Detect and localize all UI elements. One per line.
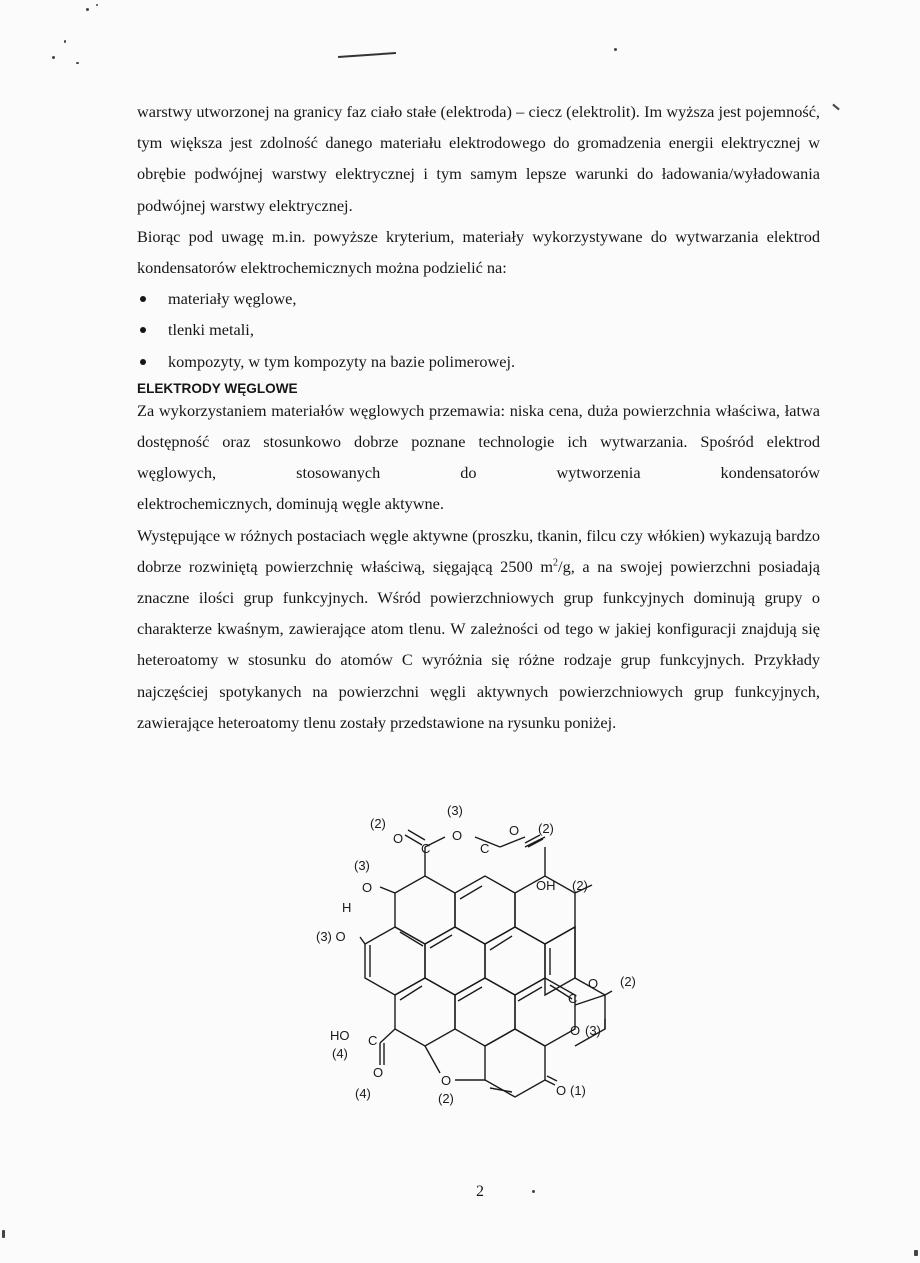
section-heading: ELEKTRODY WĘGLOWE [137,380,298,396]
ether-bonds [425,1046,485,1080]
scan-speck [96,4,98,6]
label-left-3-o: (3) O [316,929,346,944]
ring [485,1029,545,1097]
atom-o: O [509,823,520,838]
label-right-2: (2) [620,974,636,989]
double-bond [458,987,482,1001]
paragraph-capacity: warstwy utworzonej na granicy faz ciało stałe (elektroda) – ciecz (elektrolit). Im wyższa jest pojemność, tym większa jest zdolność danego materiału elektrodowego do gromadzenia energii elektrycznej w obrębie podwójnej warstwy elektrycznej i tym samym lepsze warunki do ładowania/wyładowania podwójnej warstwy elektrycznej. [137,102,820,215]
atom-oh: OH [536,878,556,893]
label-left-3: (3) [354,858,370,873]
atom-o: O [570,1023,581,1038]
atom-h: H [342,900,352,915]
list-item: kompozyty, w tym kompozyty na bazie polimerowej. [137,346,820,377]
paragraph-carbon-advantages: Za wykorzystaniem materiałów węglowych przemawia: niska cena, duża powierzchnia właściwa, łatwa dostępność oraz stosunkowo dobrze poznane technologie ich wytwarzania. Spośród elektrod węglowych, stosowanych do wytworzenia kondensatorów [137,400,820,483]
ring [425,927,485,995]
superscript-2: 2 [553,557,559,569]
atom-c: C [568,991,578,1006]
scan-speck [914,1250,918,1256]
atom-c: C [368,1033,378,1048]
page-number: 2 [476,1183,484,1200]
ring [455,876,515,944]
paragraph-activated-carbon [137,520,820,738]
group-labels [316,803,636,1106]
atom-o: O [393,831,404,846]
label-top-right-2: (2) [538,821,554,836]
label-bottom-2: (2) [438,1091,454,1106]
atom-o: O [452,828,463,843]
double-bond [490,936,512,950]
ring [395,978,455,1046]
scan-speck [64,40,66,43]
hexagon-lattice [360,830,612,1097]
atom-c: C [480,841,490,856]
paragraph-criterion: Biorąc pod uwagę m.in. powyższe kryterium, materiały wykorzystywane do wytwarzania elektrod kondensatorów elektrochemicznych można podzielić na: [137,226,820,278]
atom-o: O [373,1065,384,1080]
atom-o: O [362,880,373,895]
atom-c: C [421,841,431,856]
ring [365,927,425,995]
paragraph-carbon-advantages-end: elektrochemicznych, dominują węgle aktywne. [137,494,444,514]
label-bottom-4: (4) [355,1086,371,1101]
carboxyl-bonds [380,1029,395,1065]
label-top-left-2: (2) [370,816,386,831]
scan-speck [2,1230,5,1238]
lactol-bond [380,887,395,893]
label-left-4: (4) [332,1046,348,1061]
scan-speck [76,62,79,64]
graphene-structure-diagram [300,795,660,1115]
double-bond [400,932,423,946]
atom-o: O [588,976,599,991]
atom-o: O [441,1073,452,1088]
functional-groups-figure [300,795,660,1115]
materials-list [137,283,820,377]
activated-carbon-text-end: /g, a na swojej powierzchni posiadają znaczne ilości grup funkcyjnych. Wśród powierzchniowych grup funkcyjnych dominują grupy o charakterze kwaśnym, zawierające atom tlenu. W zależności od tego w jakiej konfiguracji znajdują się heteroatomy w stosunku do atomów C wyróżnia się różne rodzaje grup funkcyjnych. Przykłady najczęściej spotykanych na powierzchni węgli aktywnych powierzchniowych grup funkcyjnych, zawierające heteroatomy tlenu zostały przedstawione na rysunku poniżej. [137,556,821,732]
double-bond [518,987,542,1001]
atom-o: O [556,1083,567,1098]
atom-ho: HO [330,1028,350,1043]
double-bond [400,986,422,1000]
scan-mark [338,52,396,58]
label-right-3: (3) [585,1023,601,1038]
scan-speck [532,1190,535,1193]
activated-carbon-text-start: Występujące w różnych postaciach węgle aktywne (proszku, tkanin, filcu czy włókien) wykazują bardzo dobrze rozwiniętą powierzchnię właściwą, sięgającą 2500 m [137,525,820,576]
scan-speck [832,104,839,111]
label-top-3: (3) [447,803,463,818]
scan-speck [614,48,617,51]
ring [485,927,545,995]
lactol-bond [360,937,365,944]
label-oh-2: (2) [572,878,588,893]
scan-speck [52,56,55,59]
label-bottom-1: (1) [570,1083,586,1098]
document-body [137,96,820,738]
scan-speck [86,8,89,11]
list-item: tlenki metali, [137,314,820,345]
ring [455,978,515,1046]
list-item: materiały węglowe, [137,283,820,314]
double-bond [430,935,452,948]
